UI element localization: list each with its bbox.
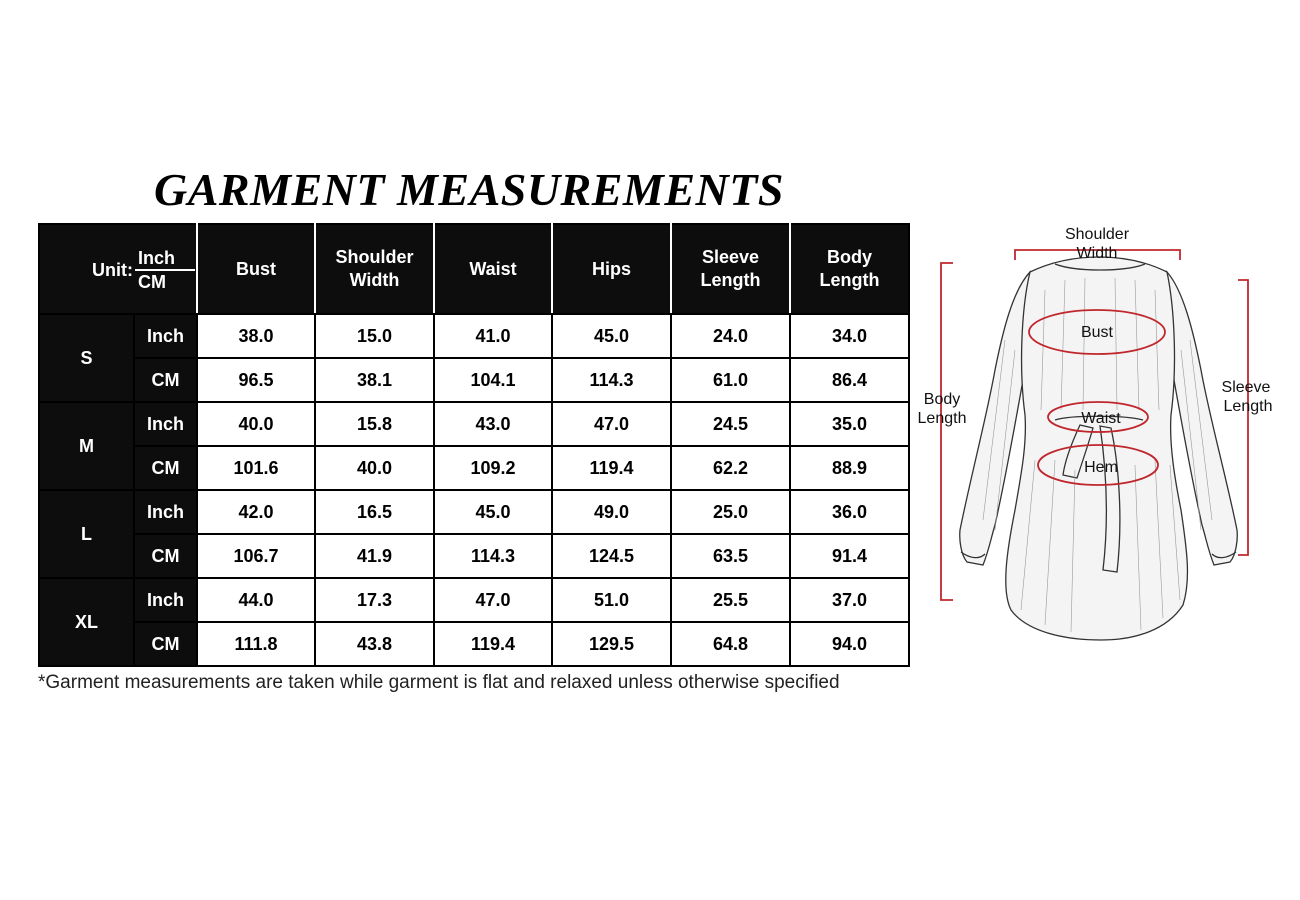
table-cell: 101.6: [197, 446, 315, 490]
col-header-body-length: Body Length: [790, 224, 909, 314]
table-cell: 35.0: [790, 402, 909, 446]
table-cell: 47.0: [552, 402, 671, 446]
col-header-sleeve-length: Sleeve Length: [671, 224, 790, 314]
row-unit-cm: CM: [134, 534, 197, 578]
row-unit-inch: Inch: [134, 314, 197, 358]
table-cell: 25.0: [671, 490, 790, 534]
table-cell: 94.0: [790, 622, 909, 666]
table-cell: 41.0: [434, 314, 552, 358]
table-cell: 24.5: [671, 402, 790, 446]
table-cell: 17.3: [315, 578, 434, 622]
diagram-label-shoulder-1: Shoulder: [1064, 226, 1130, 243]
table-cell: 15.0: [315, 314, 434, 358]
table-row: [39, 490, 909, 534]
row-unit-inch: Inch: [134, 402, 197, 446]
table-cell: 15.8: [315, 402, 434, 446]
size-label-l: L: [39, 490, 134, 578]
table-row: [39, 578, 909, 622]
diagram-label-shoulder-2: Width: [1076, 245, 1118, 262]
unit-cm-label: CM: [138, 272, 166, 292]
table-cell: 41.9: [315, 534, 434, 578]
col-header-hips: Hips: [552, 224, 671, 314]
diagram-label-body-1: Body: [923, 391, 961, 408]
table-cell: 91.4: [790, 534, 909, 578]
unit-header-cell: [39, 224, 197, 314]
table-cell: 16.5: [315, 490, 434, 534]
table-cell: 88.9: [790, 446, 909, 490]
unit-inch-label: Inch: [138, 248, 176, 268]
table-cell: 42.0: [197, 490, 315, 534]
dress-illustration: [960, 257, 1237, 640]
table-cell: 37.0: [790, 578, 909, 622]
table-cell: 106.7: [197, 534, 315, 578]
table-cell: 24.0: [671, 314, 790, 358]
table-cell: 119.4: [552, 446, 671, 490]
table-row: [39, 314, 909, 358]
diagram-label-waist: Waist: [1081, 410, 1121, 427]
table-cell: 45.0: [552, 314, 671, 358]
table-cell: 114.3: [552, 358, 671, 402]
table-row: [39, 446, 909, 490]
row-unit-inch: Inch: [134, 490, 197, 534]
size-chart-table: [38, 223, 910, 667]
table-cell: 51.0: [552, 578, 671, 622]
footnote: *Garment measurements are taken while garment is flat and relaxed unless otherwise specified: [38, 672, 840, 693]
table-cell: 63.5: [671, 534, 790, 578]
header-row: [39, 224, 909, 314]
table-cell: 38.0: [197, 314, 315, 358]
col-header-waist: Waist: [434, 224, 552, 314]
diagram-label-sleeve-2: Length: [1223, 398, 1273, 415]
table-cell: 25.5: [671, 578, 790, 622]
table-cell: 40.0: [315, 446, 434, 490]
table-row: [39, 534, 909, 578]
unit-label: Unit:: [92, 260, 133, 280]
table-cell: 43.0: [434, 402, 552, 446]
page-title: GARMENT MEASUREMENTS: [154, 164, 784, 215]
table-cell: 96.5: [197, 358, 315, 402]
table-cell: 86.4: [790, 358, 909, 402]
table-row: [39, 622, 909, 666]
size-label-m: M: [39, 402, 134, 490]
table-cell: 36.0: [790, 490, 909, 534]
table-cell: 104.1: [434, 358, 552, 402]
col-header-shoulder-width: Shoulder Width: [315, 224, 434, 314]
table-cell: 38.1: [315, 358, 434, 402]
diagram-label-bust: Bust: [1080, 324, 1114, 341]
table-cell: 49.0: [552, 490, 671, 534]
row-unit-inch: Inch: [134, 578, 197, 622]
table-cell: 45.0: [434, 490, 552, 534]
table-cell: 119.4: [434, 622, 552, 666]
table-cell: 111.8: [197, 622, 315, 666]
diagram-label-sleeve-1: Sleeve: [1221, 379, 1271, 396]
table-cell: 64.8: [671, 622, 790, 666]
dress-measurement-diagram: [905, 220, 1290, 650]
table-cell: 34.0: [790, 314, 909, 358]
table-cell: 43.8: [315, 622, 434, 666]
table-cell: 129.5: [552, 622, 671, 666]
size-label-xl: XL: [39, 578, 134, 666]
table-cell: 61.0: [671, 358, 790, 402]
row-unit-cm: CM: [134, 446, 197, 490]
table-cell: 109.2: [434, 446, 552, 490]
diagram-label-body-2: Length: [917, 410, 967, 427]
sleeve-length-marker: [1238, 280, 1248, 555]
table-row: [39, 402, 909, 446]
row-unit-cm: CM: [134, 622, 197, 666]
table-row: [39, 358, 909, 402]
table-cell: 40.0: [197, 402, 315, 446]
col-header-bust: Bust: [197, 224, 315, 314]
diagram-label-hem: Hem: [1084, 459, 1118, 476]
table-cell: 44.0: [197, 578, 315, 622]
table-cell: 114.3: [434, 534, 552, 578]
row-unit-cm: CM: [134, 358, 197, 402]
table-cell: 47.0: [434, 578, 552, 622]
size-label-s: S: [39, 314, 134, 402]
body-length-marker: [941, 263, 953, 600]
table-cell: 124.5: [552, 534, 671, 578]
table-cell: 62.2: [671, 446, 790, 490]
